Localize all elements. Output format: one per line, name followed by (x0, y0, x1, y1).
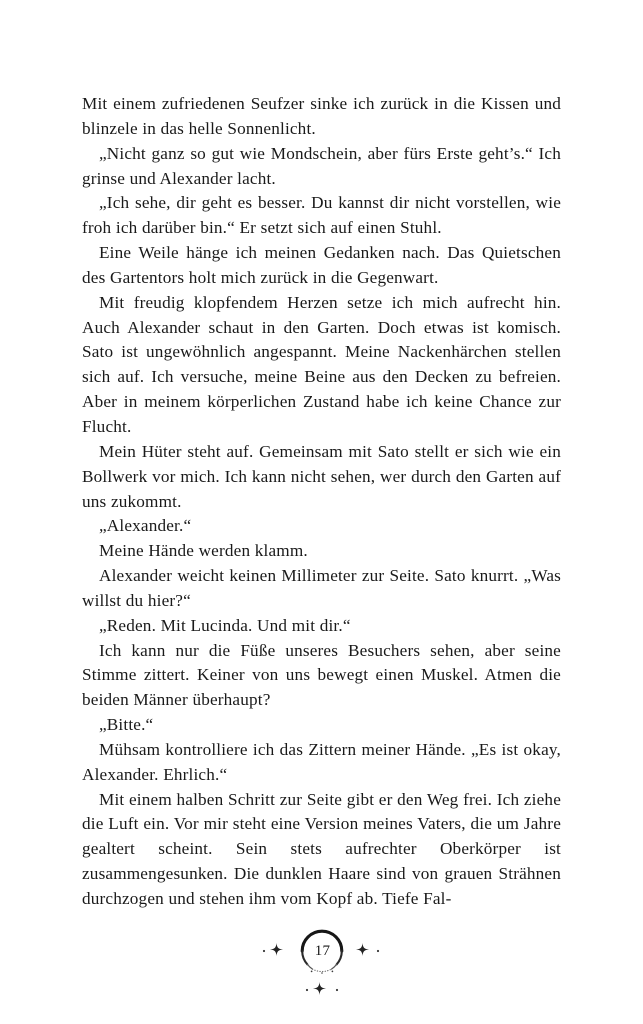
sparkle-icon (313, 982, 326, 995)
paragraph: Mühsam kontrolliere ich das Zittern meiner Hände. „Es ist okay, Alexander. Ehrlich.“ (82, 739, 561, 784)
sparkle-dot-icon (262, 949, 266, 953)
paragraph: „Bitte.“ (99, 715, 154, 735)
paragraph: Ich kann nur die Füße unseres Besuchers sehen, aber seine Stimme zittert. Keiner von uns bewegt einen Muskel. Atmen die beiden Männer überhaupt? (82, 640, 561, 710)
paragraph: Mit einem halben Schritt zur Seite gibt er den Weg frei. Ich ziehe die Luft ein. Vor mir steht eine Version meines Vaters, die um Jahre gealtert scheint. Sein stets aufrechter Oberkörper ist zusammengesunken. Die dunklen Haare sind von grauen Strähnen durchzogen und stehen ihm vom Kopf ab. Tiefe Fal- (82, 789, 561, 908)
body-text-block (82, 92, 561, 912)
paragraph: Eine Weile hänge ich meinen Gedanken nach. Das Quietschen des Gartentors holt mich zurück in die Gegenwart. (82, 243, 561, 287)
paragraph: Mein Hüter steht auf. Gemeinsam mit Sato stellt er sich wie ein Bollwerk vor mich. Ich kann nicht sehen, wer durch den Garten auf uns zukommt. (82, 441, 561, 511)
paragraph: Mit freudig klopfendem Herzen setze ich mich aufrecht hin. Auch Alexander schaut in den Garten. Doch etwas ist komisch. Sato ist ungewöhnlich angespannt. Meine Nackenhärchen stellen sich auf. Ich versuche, meine Beine aus den Decken zu befreien. Aber in meinem körperlichen Zustand habe ich keine Chance zur Flucht. (82, 292, 561, 436)
paragraph: Meine Hände werden klamm. (99, 541, 308, 561)
paragraph: „Nicht ganz so gut wie Mondschein, aber fürs Erste geht’s.“ Ich grinse und Alexander lacht. (82, 143, 561, 188)
page-number: 17 (314, 942, 331, 959)
paragraph: Alexander weicht keinen Millimeter zur Seite. Sato knurrt. „Was willst du hier?“ (82, 566, 561, 610)
sparkle-dot-icon (305, 988, 309, 992)
sparkle-dot-icon (335, 988, 339, 992)
paragraph: Mit einem zufriedenen Seufzer sinke ich zurück in die Kissen und blinzele in das helle Sonnenlicht. (82, 94, 561, 138)
sparkle-icon (356, 943, 369, 956)
sparkle-dot-icon (376, 949, 380, 953)
paragraph: „Reden. Mit Lucinda. Und mit dir.“ (99, 615, 351, 635)
page-footer-ornament (0, 925, 643, 1005)
sparkle-icon (270, 943, 283, 956)
paragraph: „Ich sehe, dir geht es besser. Du kannst dir nicht vorstellen, wie froh ich darüber bin.“ Er setzt sich auf einen Stuhl. (82, 193, 561, 238)
paragraph: „Alexander.“ (99, 516, 192, 536)
